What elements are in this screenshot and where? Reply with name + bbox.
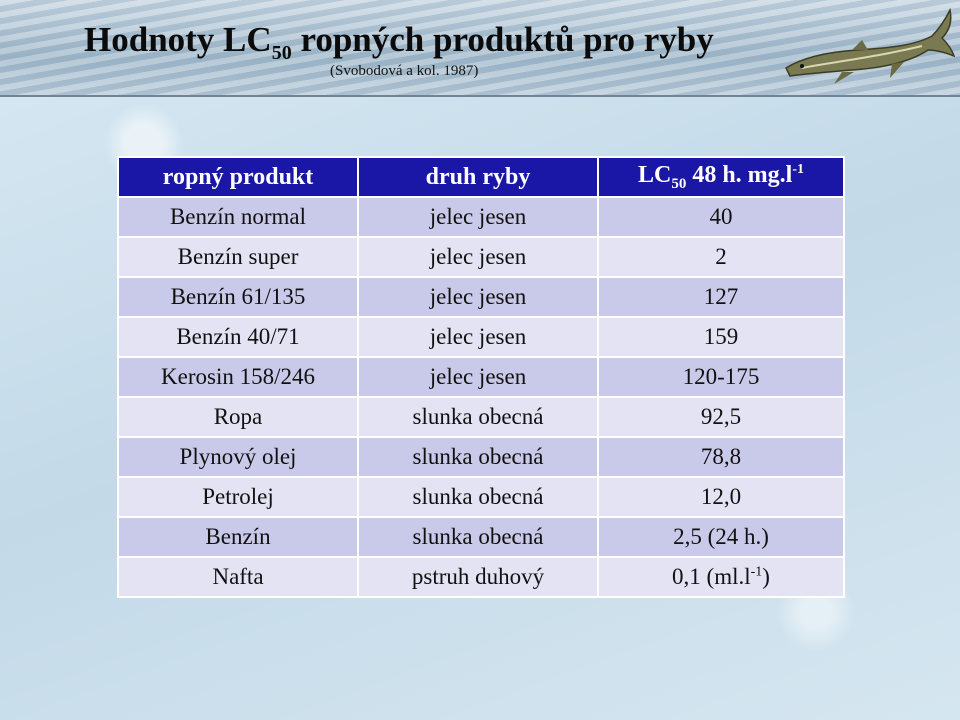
cell-fish: slunka obecná — [358, 517, 598, 557]
table-header-row — [118, 157, 844, 197]
cell-value: 159 — [598, 317, 844, 357]
lc50-table — [117, 156, 845, 598]
cell-product: Benzín — [118, 517, 358, 557]
cell-value: 2 — [598, 237, 844, 277]
cell-value: 2,5 (24 h.) — [598, 517, 844, 557]
cell-value: 78,8 — [598, 437, 844, 477]
title-rest: ropných produktů pro ryby — [291, 20, 714, 59]
cell-value: 40 — [598, 197, 844, 237]
table-row — [118, 237, 844, 277]
cell-product: Benzín 61/135 — [118, 277, 358, 317]
cell-fish: jelec jesen — [358, 197, 598, 237]
source-citation: (Svobodová a kol. 1987) — [330, 63, 479, 79]
cell-product: Benzín normal — [118, 197, 358, 237]
cell-fish: jelec jesen — [358, 357, 598, 397]
sturgeon-fish-icon — [782, 6, 958, 90]
table-row — [118, 517, 844, 557]
table-row — [118, 357, 844, 397]
cell-value: 120-175 — [598, 357, 844, 397]
cell-product: Benzín super — [118, 237, 358, 277]
cell-value: 127 — [598, 277, 844, 317]
table-row — [118, 197, 844, 237]
cell-fish: jelec jesen — [358, 317, 598, 357]
cell-fish: slunka obecná — [358, 477, 598, 517]
cell-fish: slunka obecná — [358, 437, 598, 477]
table-row — [118, 477, 844, 517]
cell-fish: slunka obecná — [358, 397, 598, 437]
header-product: ropný produkt — [118, 157, 358, 197]
title-subscript: 50 — [271, 42, 292, 64]
page-title — [84, 20, 714, 65]
cell-product: Plynový olej — [118, 437, 358, 477]
table-row — [118, 397, 844, 437]
cell-value: 0,1 $(ml.l^{-1})$ — [598, 557, 844, 597]
cell-fish: jelec jesen — [358, 277, 598, 317]
header-lc50: $LC_{50}$ 48 h. $mg.l^{-1}$ — [598, 157, 844, 197]
cell-product: Kerosin 158/246 — [118, 357, 358, 397]
cell-fish: pstruh duhový — [358, 557, 598, 597]
cell-product: Ropa — [118, 397, 358, 437]
cell-product: Petrolej — [118, 477, 358, 517]
header-banner — [0, 0, 960, 97]
table-row — [118, 277, 844, 317]
table-row — [118, 437, 844, 477]
cell-fish: jelec jesen — [358, 237, 598, 277]
table-row — [118, 557, 844, 597]
title-main: Hodnoty LC — [84, 20, 272, 59]
header-fish: druh ryby — [358, 157, 598, 197]
cell-product: Benzín 40/71 — [118, 317, 358, 357]
table-row — [118, 317, 844, 357]
cell-product: Nafta — [118, 557, 358, 597]
cell-value: 12,0 — [598, 477, 844, 517]
cell-value: 92,5 — [598, 397, 844, 437]
